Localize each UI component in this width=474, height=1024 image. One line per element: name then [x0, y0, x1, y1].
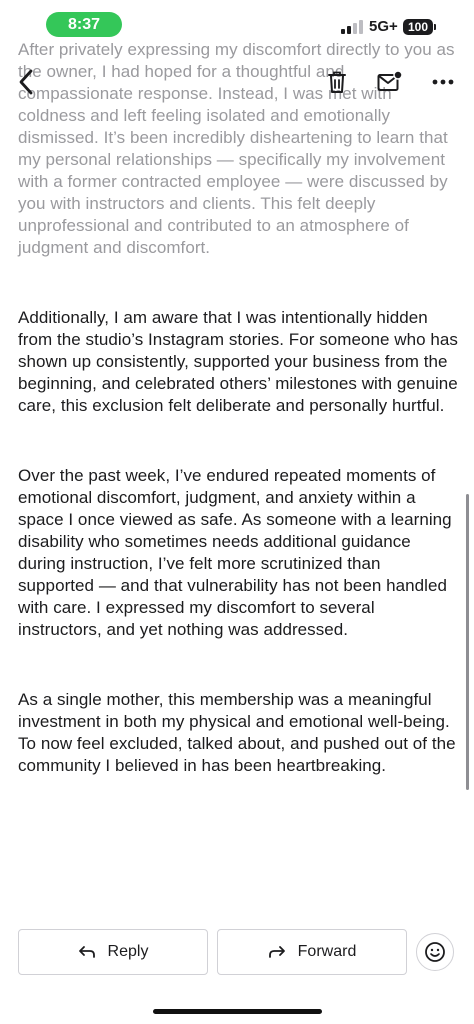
back-button[interactable] — [8, 64, 44, 100]
signal-icon — [341, 20, 365, 34]
forward-button[interactable] — [217, 929, 407, 975]
delete-button[interactable] — [321, 64, 353, 100]
email-paragraph: As a single mother, this membership was a meaningful investment in both my physical and emotional well-being. To now feel excluded, talked about, and pushed out of the community I believed in has been heartbreaking. — [18, 690, 456, 775]
battery-level: 100 — [403, 19, 433, 35]
ellipsis-icon — [432, 79, 454, 85]
battery-icon — [434, 24, 436, 30]
scrollbar[interactable] — [466, 494, 469, 790]
trash-icon — [327, 70, 347, 94]
mark-unread-button[interactable] — [373, 64, 407, 100]
network-type: 5G+ — [369, 18, 398, 35]
more-button[interactable] — [426, 64, 460, 100]
status-time: 8:37 — [46, 12, 122, 37]
smiley-icon — [424, 941, 446, 963]
email-body — [18, 39, 458, 777]
chevron-left-icon — [17, 68, 35, 96]
reply-label: Reply — [107, 943, 149, 960]
forward-label: Forward — [297, 943, 357, 960]
envelope-dot-icon — [377, 71, 403, 93]
forward-arrow-icon — [268, 945, 286, 959]
nav-bar — [0, 44, 474, 116]
email-paragraph: Over the past week, I’ve endured repeated moments of emotional discomfort, judgment, and anxiety within a space I once viewed as safe. As someone with a learning disability who sometimes needs additional guidance during instruction, I’ve felt more scrutinized than supported — and that vulnerability has not been handled with care. I expressed my discomfort to several instructors, and yet nothing was addressed. — [18, 466, 452, 639]
home-indicator[interactable] — [153, 1009, 322, 1014]
email-paragraph: After privately expressing my discomfort directly to you as the owner, I had hoped for a thoughtful and compassionate response. Instead, I was met with coldness and left feeling isolated and emotionally dismissed. It’s been incredibly disheartening to learn that my personal relationships — specifically my involvement with a former contracted employee — were discussed by you with instructors and clients. This felt deeply unprofessional and contributed to an atmosphere of judgment and discomfort. — [18, 40, 455, 257]
bottom-action-bar — [0, 912, 474, 1024]
email-paragraph: Additionally, I am aware that I was intentionally hidden from the studio’s Instagram stories. For someone who has shown up consistently, supported your business from the beginning, and celebrated others’ milestones with genuine care, this exclusion felt deliberate and personally hurtful. — [18, 308, 458, 415]
emoji-reaction-button[interactable] — [416, 933, 454, 971]
reply-arrow-icon — [78, 945, 96, 959]
reply-button[interactable] — [18, 929, 208, 975]
status-bar — [0, 0, 474, 44]
